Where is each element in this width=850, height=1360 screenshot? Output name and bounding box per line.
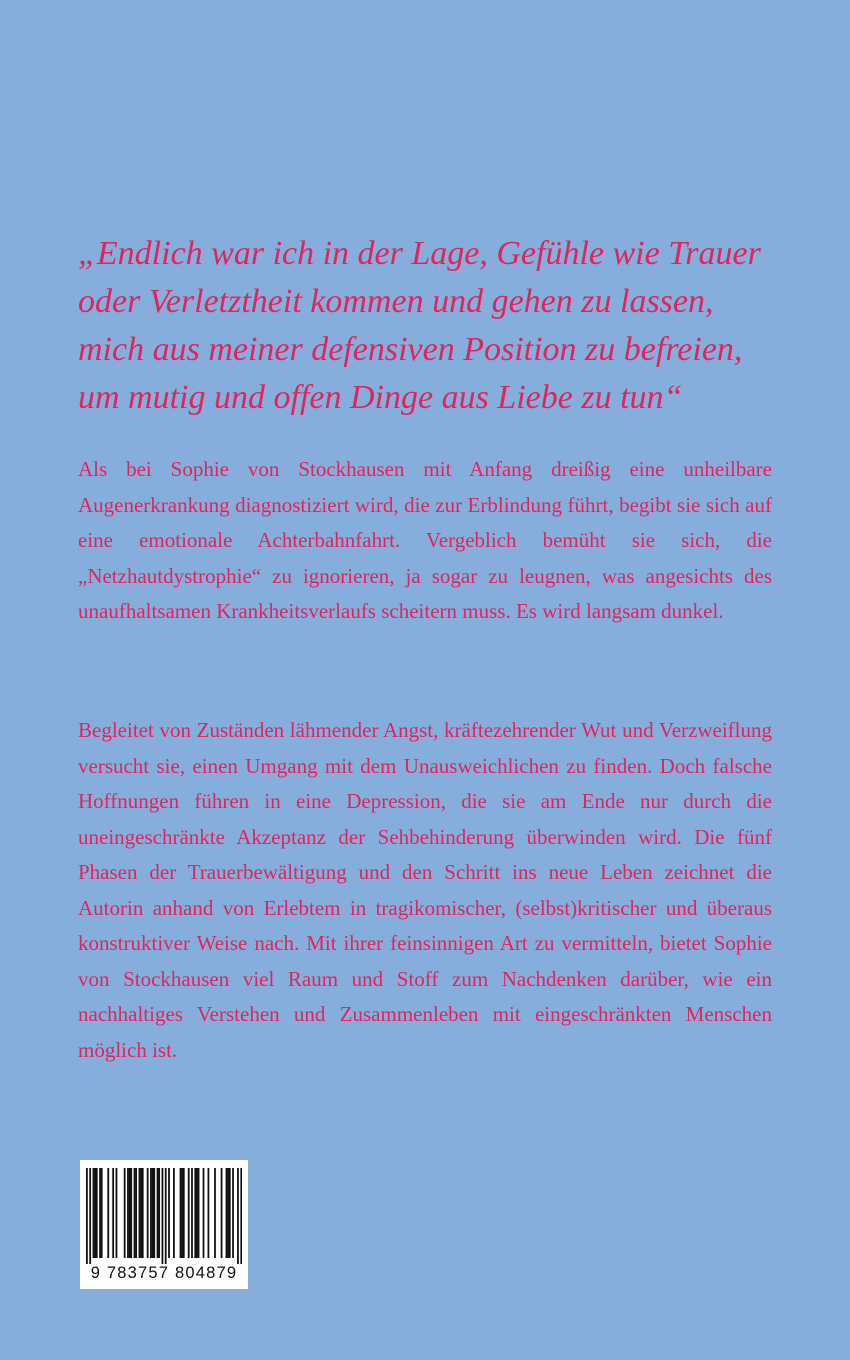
barcode-bar [168, 1168, 170, 1258]
barcode-bar [229, 1168, 231, 1258]
barcode-bar [162, 1168, 164, 1264]
barcode-bar [173, 1168, 175, 1258]
barcode-bar [226, 1168, 228, 1258]
barcode-bar [96, 1168, 98, 1258]
barcode-bar [101, 1168, 103, 1258]
barcode-bar [129, 1168, 131, 1258]
barcode-bar [99, 1168, 101, 1258]
barcode-bar [188, 1168, 190, 1258]
barcode-bar [157, 1168, 159, 1258]
barcode-bar [194, 1168, 196, 1258]
barcode-bar [240, 1168, 242, 1264]
pull-quote-line-2: oder Verletztheit kommen und gehen zu lassen, [78, 283, 714, 320]
barcode-bar [142, 1168, 144, 1258]
pull-quote-line-3: mich aus meiner defensiven Position zu befreien, [78, 331, 743, 368]
barcode-bar [191, 1168, 193, 1258]
barcode-bar [237, 1168, 239, 1264]
barcode-bar [150, 1168, 152, 1258]
pull-quote [78, 230, 798, 422]
barcode-bar [153, 1168, 155, 1258]
barcode-bar [158, 1168, 160, 1258]
barcode-bar [227, 1168, 229, 1258]
barcode-bar [107, 1168, 109, 1258]
barcode-bar [181, 1168, 183, 1258]
barcode-bar [86, 1168, 88, 1264]
barcode-bar [214, 1168, 216, 1258]
barcode-bar [180, 1168, 182, 1258]
barcode-bar [135, 1168, 137, 1258]
barcode-bar [203, 1168, 205, 1258]
barcode-bar [147, 1168, 149, 1258]
barcode-bar [134, 1168, 136, 1258]
isbn-barcode [80, 1160, 248, 1289]
barcode-bar [127, 1168, 129, 1258]
barcode-bar [140, 1168, 142, 1258]
blurb-paragraph-2: Begleitet von Zuständen lähmender Angst, kräftezehrender Wut und Verzweiflung versucht sie, einen Umgang mit dem Unausweichlichen zu finden. Doch falsche Hoffnungen führen in eine Depression, die sie am Ende nur durch die uneingeschränkte Akzeptanz der Sehbehinderung überwinden wird. Die fünf Phasen der Trauerbewältigung und den Schritt ins neue Leben zeichnet die Autorin anhand von Erlebtem in tragikomischer, (selbst)kritischer und überaus konstruktiver Weise nach. Mit ihrer feinsinnigen Art zu vermitteln, bietet Sophie von Stockhausen viel Raum und Stoff zum Nachdenken darüber, wie ein nachhaltiges Verstehen und Zusammenleben mit eingeschränkten Menschen möglich ist. [78, 718, 772, 1062]
barcode-bar [183, 1168, 185, 1258]
barcode-bar [124, 1168, 126, 1258]
barcode-bar [232, 1168, 234, 1258]
isbn-number: 9 783757 804879 [90, 1264, 238, 1282]
barcode-bar [165, 1168, 167, 1264]
barcode-bar [94, 1168, 96, 1258]
barcode-bar [198, 1168, 200, 1258]
barcode-bar [93, 1168, 95, 1258]
barcode-bar [139, 1168, 141, 1258]
barcode-bar [196, 1168, 198, 1258]
barcode-bar [112, 1168, 114, 1258]
barcode-bar [89, 1168, 91, 1264]
barcode-bar [221, 1168, 223, 1258]
barcode-bar [152, 1168, 154, 1258]
barcode-bars-icon [86, 1168, 242, 1264]
pull-quote-line-1: „Endlich war ich in der Lage, Gefühle wie Trauer [78, 235, 761, 272]
barcode-bar [130, 1168, 132, 1258]
barcode-bar [208, 1168, 210, 1258]
blurb-paragraph-1: Als bei Sophie von Stockhausen mit Anfang dreißig eine unheilbare Augenerkrankung diagnostiziert wird, die zur Erblindung führt, begibt sie sich auf eine emotionale Achterbahnfahrt. Vergeblich bemüht sie sich, die „Netzhautdystrophie“ zu ignorieren, ja sogar zu leugnen, was angesichts des unaufhaltsamen Krankheitsverlaufs scheitern muss. Es wird langsam dunkel. [78, 457, 772, 623]
pull-quote-line-4: um mutig und offen Dinge aus Liebe zu tun“ [78, 379, 683, 416]
barcode-bar [116, 1168, 118, 1258]
